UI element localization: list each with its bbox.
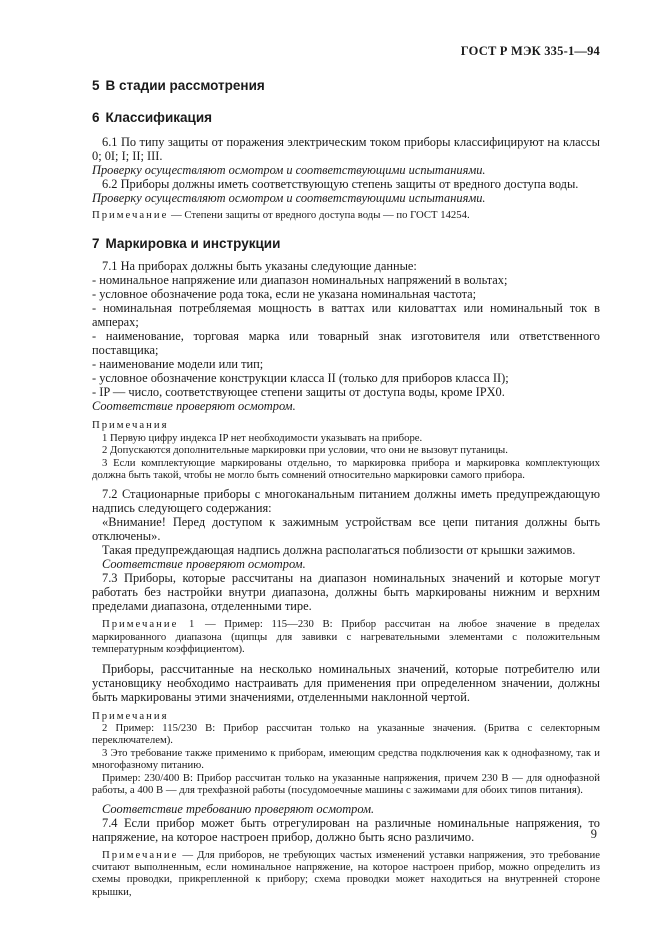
clause-7-2-placement: Такая предупреждающая надпись должна располагаться поблизости от крышки зажимов. xyxy=(102,543,576,558)
section-5-heading xyxy=(92,77,600,95)
section-number: 6 xyxy=(92,110,100,125)
section-7-heading xyxy=(92,235,600,253)
clause-6-2: 6.2 Приборы должны иметь соответствующую степень защиты от вредного доступа воды. xyxy=(102,177,579,191)
list-item: - IP — число, соответствующее степени защиты от доступа воды, кроме IPX0. xyxy=(92,385,505,400)
list-item: - номинальная потребляемая мощность в ваттах или киловаттах или номинальный ток в амперах; xyxy=(92,301,600,330)
clause-7-2-check: Соответствие проверяют осмотром. xyxy=(102,557,306,572)
clause-7-3-check: Соответствие требованию проверяют осмотром. xyxy=(102,801,375,816)
note-item: 1 Первую цифру индекса IP нет необходимости указывать на приборе. xyxy=(102,431,423,444)
note-item: 3 Это требование также применимо к приборам, имеющим средства подключения как к однофазному, так и многофазному питанию. xyxy=(92,746,600,772)
note-7-4 xyxy=(92,849,600,899)
warning-text: «Внимание! Перед доступом к зажимным устройствам все цепи питания должны быть отключены». xyxy=(92,515,600,544)
clause-7-1-intro: 7.1 На приборах должны быть указаны следующие данные: xyxy=(102,259,417,274)
clause-6-1-check: Проверку осуществляют осмотром и соответствующими испытаниями. xyxy=(92,163,486,177)
list-item: - номинальное напряжение или диапазон номинальных напряжений в вольтах; xyxy=(92,273,508,288)
list-item: - условное обозначение рода тока, если не указана номинальная частота; xyxy=(92,287,477,302)
section-6-heading xyxy=(92,109,600,127)
section-title: В стадии рассмотрения xyxy=(105,78,265,93)
section-title: Маркировка и инструкции xyxy=(105,236,281,252)
note-label: Примечание xyxy=(102,848,179,861)
notes-label: Примечания xyxy=(92,709,169,722)
section-title: Классификация xyxy=(105,110,213,125)
list-item: - условное обозначение конструкции класса II (только для приборов класса II); xyxy=(92,371,509,386)
note-item: 3 Если комплектующие маркированы отдельно, то маркировка прибора и маркировка комплектующих должна быть такой, чтобы не могло быть сомнений относительно маркировки самого прибора. xyxy=(92,456,600,482)
note-label: Примечание 1 xyxy=(102,618,197,631)
note-text: — Пример: 115—230 В: Прибор рассчитан на любое значение в пределах маркированного диапазона (щипцы для завивки с нагревательными элементами с положительным температурным коэффициентом). xyxy=(92,618,600,656)
section-number: 5 xyxy=(92,78,100,93)
note-item: Пример: 230/400 В: Прибор рассчитан только на указанные напряжения, причем 230 В — для однофазной работы, а 400 В — для трехфазной работы (посудомоечные машины с зажимами для обоих типов питания). xyxy=(92,771,600,797)
note-text: — Степени защиты от вредного доступа воды — по ГОСТ 14254. xyxy=(168,209,470,221)
document-header: ГОСТ Р МЭК 335-1—94 xyxy=(460,44,600,58)
clause-6-2-check: Проверку осуществляют осмотром и соответствующими испытаниями. xyxy=(92,191,486,205)
note-text: — Для приборов, не требующих частых изменений уставки напряжения, это требование считают выполненным, если номинальное напряжение, на которое настроен прибор, можно определить из схемы проводки, прикрепленной к прибору; схема проводки может находиться на внутренней стороне крышки, xyxy=(92,848,600,898)
page-number: 9 xyxy=(590,827,597,841)
note-7-3 xyxy=(92,618,600,655)
note-item: 2 Допускаются дополнительные маркировки при условии, что они не вызовут путаницы. xyxy=(102,444,508,457)
clause-7-4: 7.4 Если прибор может быть отрегулирован на различные номинальные напряжения, то напряжение, на которое настроен прибор, должно быть ясно различимо. xyxy=(92,815,600,844)
list-item: - наименование, торговая марка или товарный знак изготовителя или ответственного поставщика; xyxy=(92,329,600,358)
note-item: 2 Пример: 115/230 В: Прибор рассчитан только на указанные значения. (Бритва с селекторным переключателем). xyxy=(92,722,600,747)
note-6 xyxy=(92,209,600,221)
clause-7-3-multi: Приборы, рассчитанные на несколько номинальных значений, которые потребителю или установщику необходимо настраивать для применения при определенном значении, должны быть маркированы этими значениями, отделенными наклонной чертой. xyxy=(92,661,600,704)
notes-label: Примечания xyxy=(92,419,169,432)
section-number: 7 xyxy=(92,236,100,252)
clause-6-1: 6.1 По типу защиты от поражения электрическим током приборы классифицируют на классы 0; 0I; I; II; III. xyxy=(92,135,600,163)
note-label: Примечание xyxy=(92,209,169,221)
clause-7-1-check: Соответствие проверяют осмотром. xyxy=(92,399,296,414)
list-item: - наименование модели или тип; xyxy=(92,357,264,372)
clause-7-3: 7.3 Приборы, которые рассчитаны на диапазон номинальных значений и которые могут работать без настройки внутри диапазона, должны быть маркированы нижним и верхним пределами диапазона, отделенными тире. xyxy=(92,571,600,614)
clause-7-2: 7.2 Стационарные приборы с многоканальным питанием должны иметь предупреждающую надпись следующего содержания: xyxy=(92,487,600,516)
page-content xyxy=(92,75,600,898)
